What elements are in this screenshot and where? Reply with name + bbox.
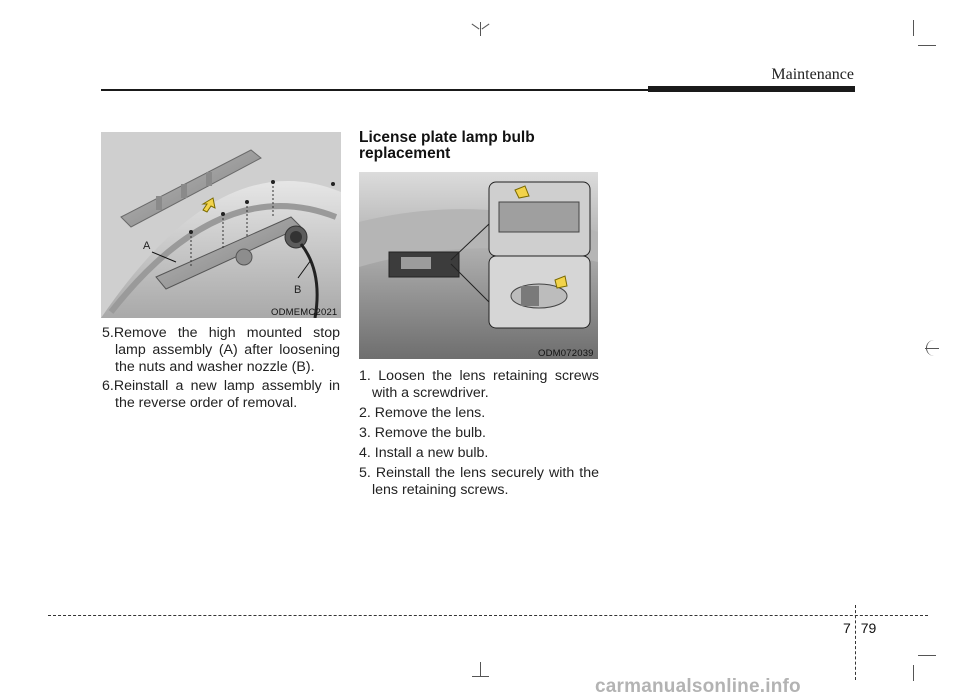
figure-code-2: ODM072039 [538,348,594,359]
header-rule [101,89,649,91]
crop-mark-right-arc [926,340,935,356]
left-steps [102,325,340,414]
chapter-number: 7 [843,620,851,636]
section-title: Maintenance [771,66,854,83]
step-4: 4. Install a new bulb. [359,445,489,461]
step-6: 6.Reinstall a new lamp assembly in the reverse order of removal. [102,378,340,411]
crop-mark-corner-tr-v [913,20,914,36]
step-5: 5. Reinstall the lens securely with the lens retaining screws. [359,465,599,498]
figure-code: ODMEMC2021 [271,307,338,318]
step-2: 2. Remove the lens. [359,405,486,421]
right-steps [359,368,599,502]
page-index: 79 [860,620,877,636]
step-5: 5.Remove the high mounted stop lamp assembly (A) after loosening the nuts and washer nozzle (B). [102,325,340,375]
page-number [843,620,876,636]
stop-lamp-figure [101,132,341,318]
footer-rule [48,615,928,616]
crop-mark-corner-br-v [913,665,914,681]
section-heading: License plate lamp bulb replacement [359,129,535,162]
license-lamp-illustration [359,172,598,359]
step-1: 1. Loosen the lens retaining screws with a screwdriver. [359,368,599,401]
crop-mark-bottom-base [472,676,489,677]
crop-mark-bottom [480,662,481,676]
page-separator [855,605,856,680]
watermark: carmanualsonline.info [595,676,801,697]
label-b: B [294,284,302,296]
crop-mark-corner-br-h [918,655,936,656]
header-bar [648,86,855,92]
stop-lamp-illustration [101,132,341,318]
crop-mark-top-right [482,24,490,30]
license-lamp-figure [359,172,598,359]
label-a: A [143,240,151,252]
step-3: 3. Remove the bulb. [359,425,486,441]
crop-mark-corner-tr-h [918,45,936,46]
crop-mark-top-left [472,24,480,30]
